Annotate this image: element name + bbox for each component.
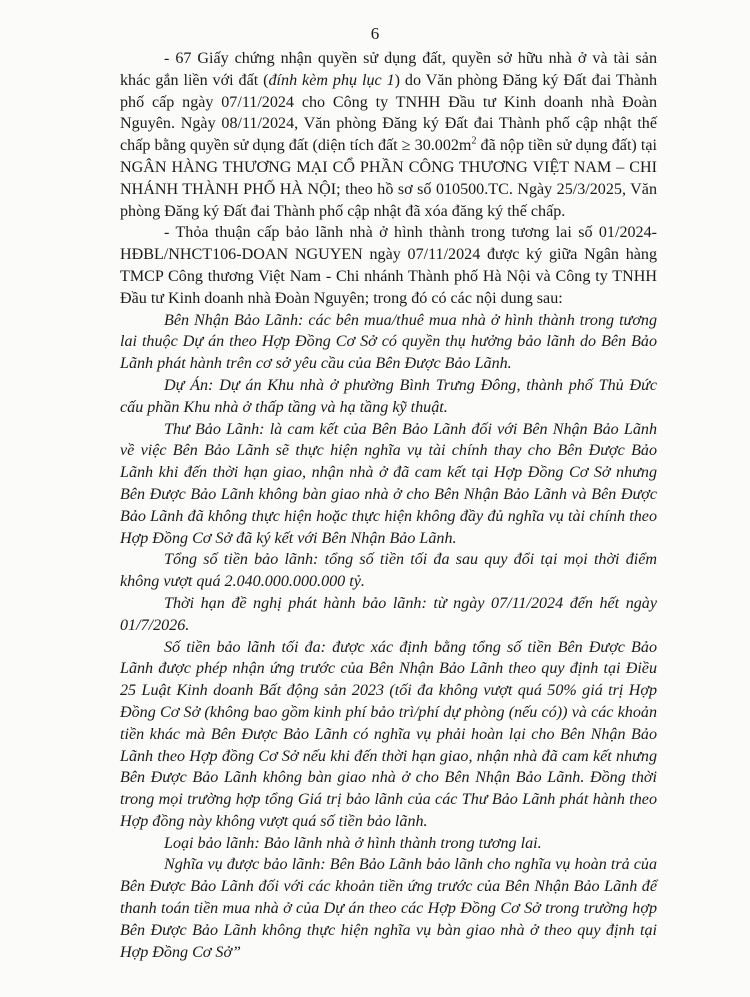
paragraph-land-certificates	[120, 48, 657, 222]
paragraph-beneficiary: Bên Nhận Bảo Lãnh: các bên mua/thuê mua nhà ở hình thành trong tương lai thuộc Dự án theo Hợp Đồng Cơ Sở có quyền thụ hưởng bảo lãnh do Bên Bảo Lãnh phát hành trên cơ sở yêu cầu của Bên Được Bảo Lãnh.	[120, 311, 657, 373]
paragraph-issuance-period: Thời hạn đề nghị phát hành bảo lãnh: từ ngày 07/11/2024 đến hết ngày 01/7/2026.	[120, 594, 657, 634]
text-segment: đã nộp tiền sử dụng đất) tại NGÂN HÀNG THƯƠNG MẠI CỔ PHẦN CÔNG THƯƠNG VIỆT NAM – CHI NHÁNH THÀNH PHỐ HÀ NỘI; theo hồ sơ số 010500.TC. Ngày 25/3/2025, Văn phòng Đăng ký Đất đai Thành phố cập nhật đã xóa đăng ký thế chấp.	[120, 137, 657, 220]
text-segment: - 67 Giấy chứng nhận quyền sử dụng đất, quyền sở hữu nhà ở và tài sản khác gắn liền với đất (	[120, 50, 657, 89]
paragraph-guarantee-letter: Thư Bảo Lãnh: là cam kết của Bên Bảo Lãnh đối với Bên Nhận Bảo Lãnh về việc Bên Bảo Lãnh sẽ thực hiện nghĩa vụ tài chính thay cho Bên Được Bảo Lãnh khi đến thời hạn giao, nhận nhà ở đã cam kết tại Hợp Đồng Cơ Sở nhưng Bên Được Bảo Lãnh không bàn giao nhà ở cho Bên Nhận Bảo Lãnh và Bên Được Bảo Lãnh đã không thực hiện hoặc thực hiện không đầy đủ nghĩa vụ tài chính theo Hợp Đồng Cơ Sở đã ký kết với Bên Nhận Bảo Lãnh.	[120, 420, 657, 547]
text-segment: ) do Văn phòng Đăng ký Đất đai Thành phố cấp ngày 07/11/2024 cho Công ty TNHH Đầu tư Kinh doanh nhà Đoàn Nguyên. Ngày 08/11/2024, Văn phòng Đăng ký Đất đai Thành phố cập nhật thế chấp bằng quyền sử dụng đất (diện tích đất ≥ 30.002m	[120, 71, 658, 155]
paragraph-maximum-amount: Số tiền bảo lãnh tối đa: được xác định bằng tổng số tiền Bên Được Bảo Lãnh được phép nhận ứng trước của Bên Nhận Bảo Lãnh theo quy định tại Điều 25 Luật Kinh doanh Bất động sản 2023 (tối đa không vượt quá 50% giá trị Hợp Đồng Cơ Sở (không bao gồm kinh phí bảo trì/phí dự phòng (nếu có)) và các khoản tiền khác mà Bên Được Bảo Lãnh có nghĩa vụ phải hoàn lại cho Bên Nhận Bảo Lãnh theo Hợp đồng Cơ Sở nếu khi đến thời hạn giao, nhận nhà đã cam kết nhưng Bên Được Bảo Lãnh không bàn giao nhà ở cho Bên Nhận Bảo Lãnh. Đồng thời trong mọi trường hợp tổng Giá trị bảo lãnh của các Thư Bảo Lãnh phát hành theo Hợp đồng này không vượt quá số tiền bảo lãnh.	[120, 638, 657, 830]
document-body	[120, 48, 657, 963]
appendix-reference: đính kèm phụ lục 1	[268, 71, 395, 89]
paragraph-guaranteed-obligation: Nghĩa vụ được bảo lãnh: Bên Bảo Lãnh bảo lãnh cho nghĩa vụ hoàn trả của Bên Được Bảo Lãnh đối với các khoản tiền ứng trước của Bên Nhận Bảo Lãnh để thanh toán tiền mua nhà ở của Dự án theo các Hợp Đồng Cơ Sở trong trường hợp Bên Được Bảo Lãnh không thực hiện nghĩa vụ bàn giao nhà ở theo quy định tại Hợp Đồng Cơ Sở”	[120, 856, 657, 961]
superscript: 2	[471, 135, 477, 147]
page-number: 6	[370, 24, 380, 43]
paragraph-total-amount: Tổng số tiền bảo lãnh: tổng số tiền tối đa sau quy đổi tại mọi thời điểm không vượt quá 2.040.000.000.000 tỷ.	[120, 551, 657, 591]
paragraph-guarantee-agreement: - Thỏa thuận cấp bảo lãnh nhà ở hình thành trong tương lai số 01/2024-HĐBL/NHCT106-DOAN NGUYEN ngày 07/11/2024 được ký giữa Ngân hàng TMCP Công thương Việt Nam - Chi nhánh Thành phố Hà Nội và Công ty TNHH Đầu tư Kinh doanh nhà Đoàn Nguyên; trong đó có các nội dung sau:	[120, 224, 657, 307]
paragraph-project: Dự Án: Dự án Khu nhà ở phường Bình Trưng Đông, thành phố Thủ Đức cấu phần Khu nhà ở thấp tầng và hạ tầng kỹ thuật.	[120, 376, 657, 416]
paragraph-guarantee-type: Loại bảo lãnh: Bảo lãnh nhà ở hình thành trong tương lai.	[164, 834, 542, 852]
